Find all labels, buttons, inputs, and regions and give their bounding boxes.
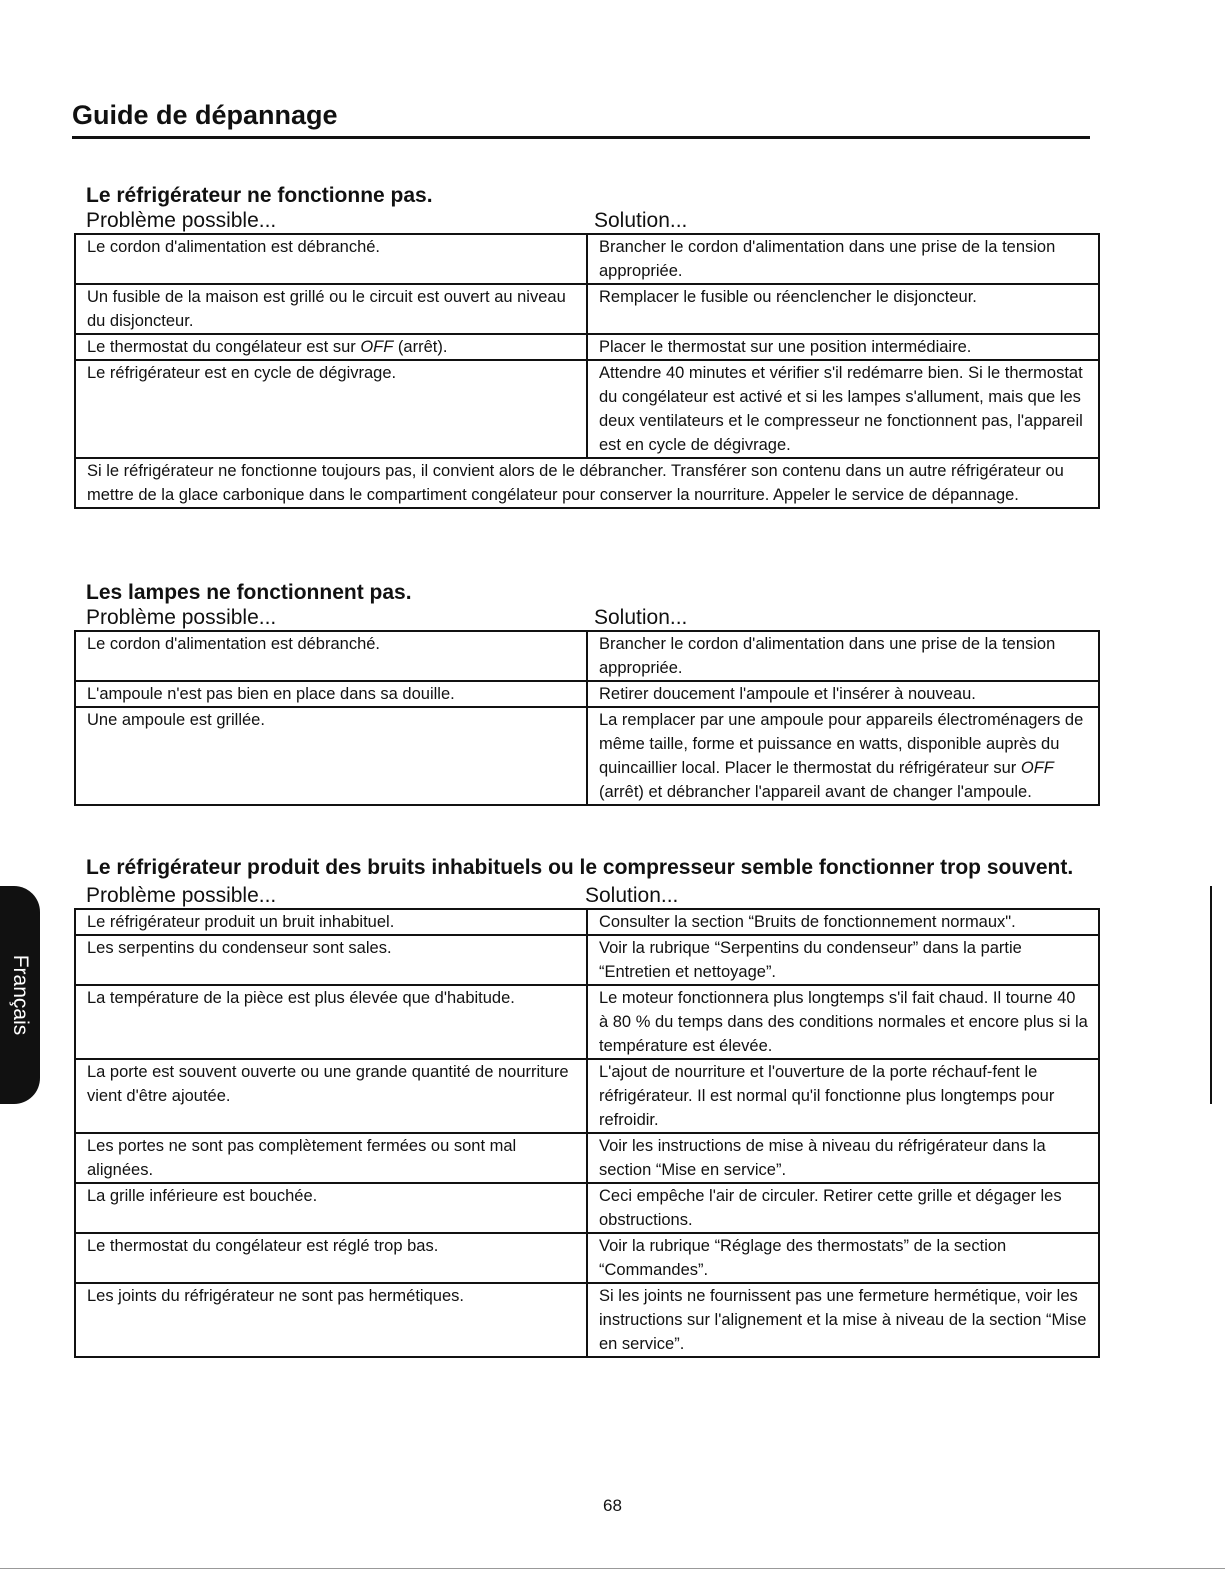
solution-cell: Remplacer le fusible ou réenclencher le disjoncteur.: [587, 284, 1099, 334]
title-rule: [72, 136, 1090, 139]
table-row: [75, 935, 1099, 985]
solution-cell: Si les joints ne fournissent pas une fermeture hermétique, voir les instructions sur l'alignement et la mise à niveau de la section “Mise en service”.: [587, 1283, 1099, 1357]
problem-cell: [75, 334, 587, 360]
troubleshooting-table: [74, 630, 1100, 806]
problem-cell: Le cordon d'alimentation est débranché.: [75, 631, 587, 681]
table-row: [75, 1183, 1099, 1233]
problem-cell: L'ampoule n'est pas bien en place dans sa douille.: [75, 681, 587, 707]
solution-cell: [587, 707, 1099, 805]
column-headers: [74, 209, 1096, 233]
table-row: [75, 1059, 1099, 1133]
problem-cell: Le cordon d'alimentation est débranché.: [75, 234, 587, 284]
column-headers: [74, 606, 1096, 630]
section-unusual-noises: [74, 855, 1096, 1358]
section-refrigerator-not-running: [74, 183, 1096, 509]
table-row: [75, 458, 1099, 508]
page-title: Guide de dépannage: [72, 100, 338, 130]
table-row: [75, 681, 1099, 707]
solution-cell: Brancher le cordon d'alimentation dans une prise de la tension appropriée.: [587, 631, 1099, 681]
table-row: [75, 284, 1099, 334]
solution-cell: L'ajout de nourriture et l'ouverture de la porte réchauf-fent le réfrigérateur. Il est normal qu'il fonctionne plus longtemps pour refroidir.: [587, 1059, 1099, 1133]
problem-column-header: Problème possible...: [86, 884, 277, 907]
table-row: [75, 985, 1099, 1059]
table-row: [75, 1283, 1099, 1357]
off-setting: OFF: [360, 338, 394, 356]
solution-cell: Consulter la section “Bruits de fonctionnement normaux".: [587, 909, 1099, 935]
troubleshooting-table: [74, 908, 1100, 1358]
solution-cell: Le moteur fonctionnera plus longtemps s'il fait chaud. Il tourne 40 à 80 % du temps dans des conditions normales et encore plus si la température est élevée.: [587, 985, 1099, 1059]
problem-cell: Un fusible de la maison est grillé ou le circuit est ouvert au niveau du disjoncteur.: [75, 284, 587, 334]
column-headers: [74, 884, 1096, 908]
problem-cell: La porte est souvent ouverte ou une grande quantité de nourriture vient d'être ajoutée.: [75, 1059, 587, 1133]
margin-mark: [1210, 886, 1212, 1104]
solution-cell: Voir la rubrique “Serpentins du condenseur” dans la partie “Entretien et nettoyage”.: [587, 935, 1099, 985]
bottom-rule: [0, 1568, 1225, 1569]
table-row: [75, 1233, 1099, 1283]
note-cell: Si le réfrigérateur ne fonctionne toujours pas, il convient alors de le débrancher. Transférer son contenu dans un autre réfrigérateur ou mettre de la glace carbonique dans le compartiment congélateur pour conserver la nourriture. Appeler le service de dépannage.: [75, 458, 1099, 508]
table-row: [75, 631, 1099, 681]
solution-text: (arrêt) et débrancher l'appareil avant de changer l'ampoule.: [599, 783, 1032, 801]
problem-cell: La température de la pièce est plus élevée que d'habitude.: [75, 985, 587, 1059]
section-lamps-not-working: [74, 580, 1096, 806]
problem-cell: Une ampoule est grillée.: [75, 707, 587, 805]
problem-cell: Les serpentins du condenseur sont sales.: [75, 935, 587, 985]
solution-cell: Attendre 40 minutes et vérifier s'il redémarre bien. Si le thermostat du congélateur est activé et si les lampes s'allument, mais que les deux ventilateurs et le compresseur ne fonctionnent pas, l'appareil est en cycle de dégivrage.: [587, 360, 1099, 458]
problem-text: Le thermostat du congélateur est sur: [87, 338, 361, 356]
table-row: [75, 1133, 1099, 1183]
section-title: Les lampes ne fonctionnent pas.: [86, 581, 412, 604]
troubleshooting-table: [74, 233, 1100, 509]
solution-column-header: Solution...: [585, 884, 679, 907]
problem-cell: Les joints du réfrigérateur ne sont pas hermétiques.: [75, 1283, 587, 1357]
solution-column-header: Solution...: [594, 606, 688, 629]
off-setting: OFF: [1020, 759, 1054, 777]
language-tab-label: Français: [9, 954, 32, 1036]
problem-cell: La grille inférieure est bouchée.: [75, 1183, 587, 1233]
problem-column-header: Problème possible...: [86, 606, 277, 629]
problem-cell: Le réfrigérateur est en cycle de dégivrage.: [75, 360, 587, 458]
solution-text: La remplacer par une ampoule pour appareils électroménagers de même taille, forme et puissance en watts, disponible auprès du quincaillier local. Placer le thermostat du réfrigérateur sur: [599, 711, 1084, 777]
problem-column-header: Problème possible...: [86, 209, 277, 232]
table-row: [75, 909, 1099, 935]
solution-column-header: Solution...: [594, 209, 688, 232]
table-row: [75, 234, 1099, 284]
problem-cell: Les portes ne sont pas complètement fermées ou sont mal alignées.: [75, 1133, 587, 1183]
section-title: Le réfrigérateur produit des bruits inhabituels ou le compresseur semble fonctionner trop souvent.: [86, 856, 1074, 879]
problem-cell: Le réfrigérateur produit un bruit inhabituel.: [75, 909, 587, 935]
solution-cell: Ceci empêche l'air de circuler. Retirer cette grille et dégager les obstructions.: [587, 1183, 1099, 1233]
table-row: [75, 334, 1099, 360]
solution-cell: Brancher le cordon d'alimentation dans une prise de la tension appropriée.: [587, 234, 1099, 284]
language-tab: [0, 886, 40, 1104]
solution-cell: Voir les instructions de mise à niveau du réfrigérateur dans la section “Mise en service”.: [587, 1133, 1099, 1183]
table-row: [75, 360, 1099, 458]
table-row: [75, 707, 1099, 805]
solution-cell: Retirer doucement l'ampoule et l'insérer à nouveau.: [587, 681, 1099, 707]
solution-cell: Voir la rubrique “Réglage des thermostats” de la section “Commandes”.: [587, 1233, 1099, 1283]
problem-text: (arrêt).: [393, 338, 448, 356]
section-title: Le réfrigérateur ne fonctionne pas.: [86, 184, 433, 207]
page-number: 68: [603, 1496, 622, 1515]
solution-cell: Placer le thermostat sur une position intermédiaire.: [587, 334, 1099, 360]
problem-cell: Le thermostat du congélateur est réglé trop bas.: [75, 1233, 587, 1283]
